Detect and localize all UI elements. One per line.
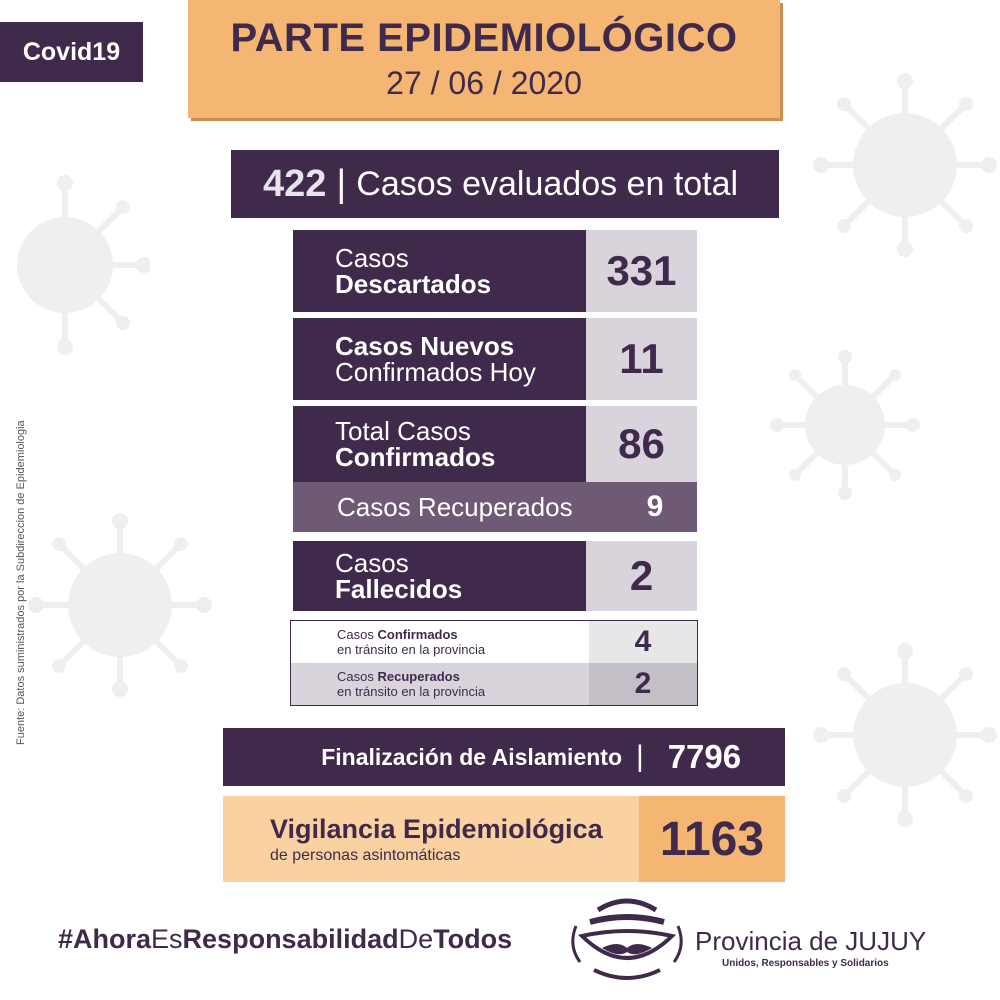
hashtag-part: Es <box>151 924 183 954</box>
surveillance-line1: Vigilancia Epidemiológica <box>270 813 603 844</box>
transit-bold: Confirmados <box>377 627 458 642</box>
page-title: PARTE EPIDEMIOLÓGICO <box>230 16 738 60</box>
stat-row-recuperados <box>293 482 697 532</box>
source-note: Fuente: Datos suministrados por la Subdireccion de Epidemiologia <box>15 420 27 745</box>
stat-label-line2: Fallecidos <box>335 574 463 604</box>
hashtag-part: Responsabilidad <box>182 924 399 954</box>
stat-label-line2: Descartados <box>335 269 492 299</box>
stat-label-recuperados: Casos Recuperados <box>337 491 573 522</box>
province-name: Provincia de JUJUY <box>695 926 927 956</box>
transit-pre: Casos <box>337 627 374 642</box>
title-box <box>188 0 780 118</box>
transit-line2: en tránsito en la provincia <box>337 684 486 699</box>
total-evaluated-bar <box>231 150 779 218</box>
virus-icon <box>25 510 215 700</box>
stat-label <box>293 541 586 611</box>
province-motto: Unidos, Responsables y Solidarios <box>722 958 889 969</box>
transit-bold: Recuperados <box>377 669 460 684</box>
virus-icon <box>810 640 1000 830</box>
transit-row-recuperados <box>291 663 697 705</box>
stat-value-confirmados: 86 <box>586 406 697 482</box>
total-evaluated-value: 422 <box>263 162 327 205</box>
total-evaluated-label: Casos evaluados en total <box>356 164 739 203</box>
stat-label <box>293 406 586 482</box>
stat-label-line2: Confirmados <box>335 442 496 472</box>
transit-box <box>290 620 698 706</box>
report-date: 27 / 06 / 2020 <box>386 65 582 101</box>
surveillance-bar <box>223 796 785 882</box>
stat-value-descartados: 331 <box>586 230 697 312</box>
stat-value-recuperados: 9 <box>646 490 664 523</box>
stat-label-line1: Casos <box>335 548 409 578</box>
stat-label-line1: Casos Nuevos <box>335 331 515 361</box>
stat-value-fallecidos: 2 <box>586 541 697 611</box>
stat-label-line1: Casos <box>335 243 409 273</box>
jujuy-logo-icon <box>568 896 686 984</box>
transit-row-confirmados <box>291 621 697 663</box>
hashtag-part: #Ahora <box>58 924 152 954</box>
isolation-separator: | <box>636 740 644 773</box>
surveillance-label <box>223 796 639 882</box>
covid-tag: Covid19 <box>0 22 143 82</box>
transit-pre: Casos <box>337 669 374 684</box>
transit-label <box>291 621 589 663</box>
transit-line2: en tránsito en la provincia <box>337 642 486 657</box>
hashtag-part: De <box>398 924 434 954</box>
transit-label <box>291 663 589 705</box>
hashtag <box>58 924 512 955</box>
total-separator: | <box>336 162 347 205</box>
isolation-bar <box>223 728 785 786</box>
transit-value-confirmados: 4 <box>589 621 697 663</box>
virus-icon <box>765 345 925 505</box>
stat-label <box>293 230 586 312</box>
stat-label-line1: Total Casos <box>335 416 471 446</box>
isolation-label: Finalización de Aislamiento <box>321 743 622 770</box>
hashtag-part: Todos <box>433 924 513 954</box>
isolation-value: 7796 <box>667 738 742 775</box>
transit-value-recuperados: 2 <box>589 663 697 705</box>
stat-row-fallecidos <box>293 541 697 611</box>
virus-icon <box>810 70 1000 260</box>
surveillance-line2: de personas asintomáticas <box>270 846 461 864</box>
stat-label <box>293 318 586 400</box>
stat-label-line2: Confirmados Hoy <box>335 357 536 387</box>
stat-row-descartados <box>293 230 697 312</box>
surveillance-value: 1163 <box>639 796 785 882</box>
stat-row-confirmados <box>293 406 697 482</box>
stat-row-nuevos <box>293 318 697 400</box>
stat-value-nuevos: 11 <box>586 318 697 400</box>
